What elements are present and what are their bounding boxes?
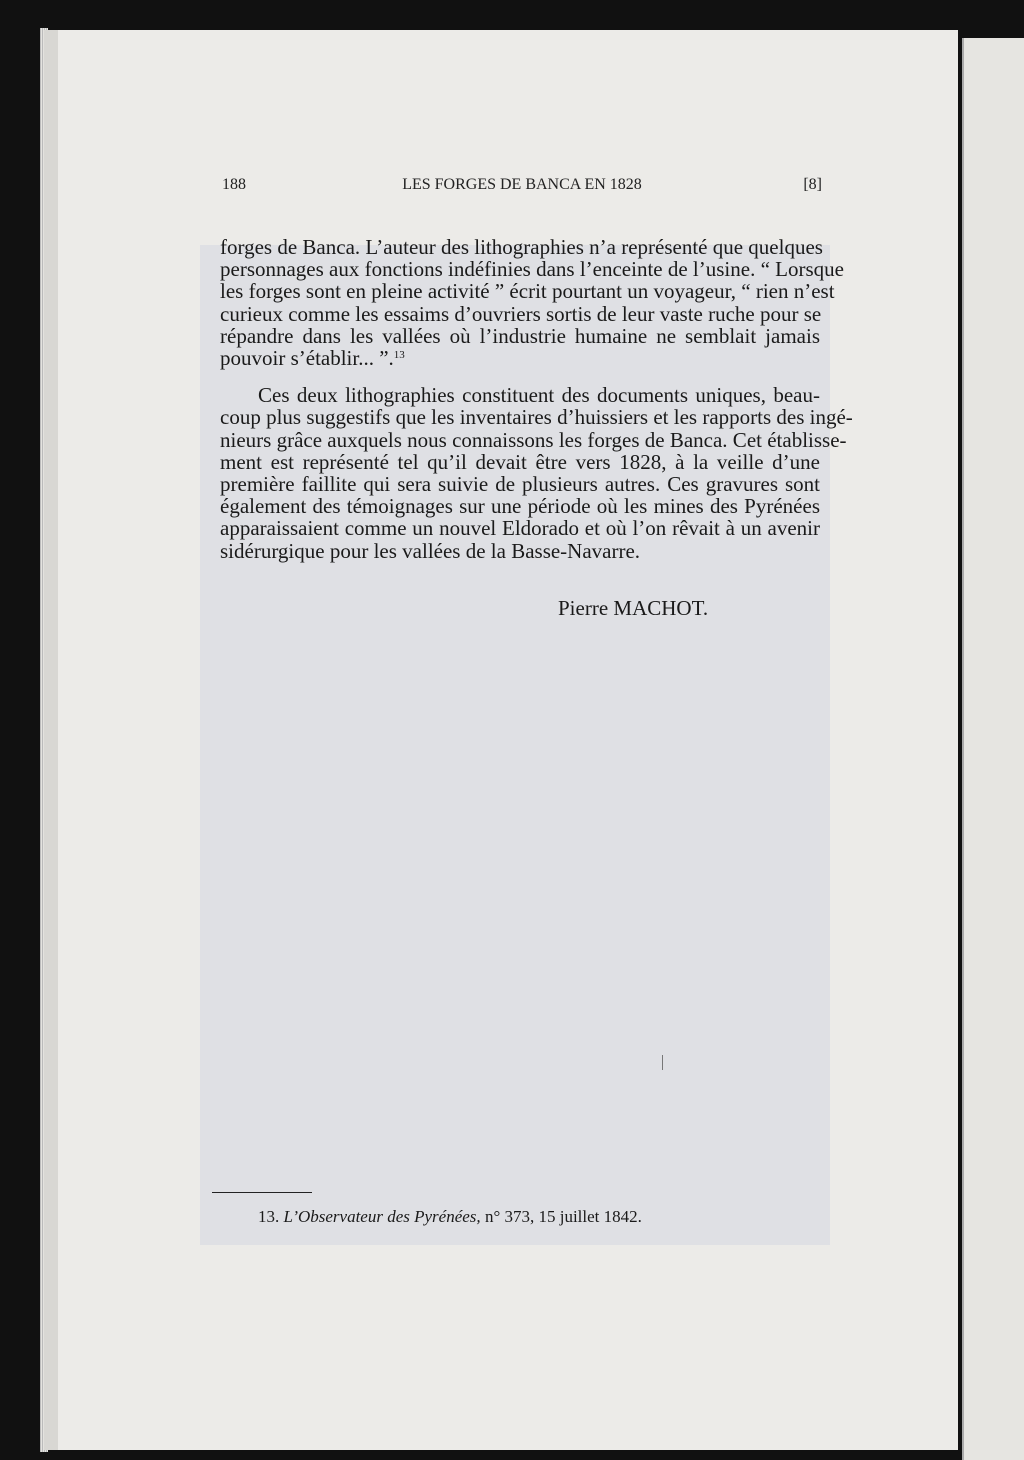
- text-line: [220, 347, 820, 369]
- footnote-number: 13.: [258, 1207, 280, 1226]
- running-header: [222, 176, 822, 200]
- footnote-title: L’Observateur des Pyrénées,: [283, 1207, 481, 1226]
- text-line: également des témoignages sur une période où les mines des Pyrénées: [220, 494, 820, 519]
- text-line: ment est représenté tel qu’il devait être vers 1828, à la veille d’une: [220, 449, 820, 474]
- running-title: LES FORGES DE BANCA EN 1828: [402, 176, 642, 193]
- paragraph-2: [220, 383, 853, 563]
- body-text: [220, 235, 853, 577]
- text-line: nieurs grâce auxquels nous connaissons les forges de Banca. Cet établisse-: [220, 427, 847, 452]
- paragraph-1: [220, 235, 844, 371]
- footnote-reference: 13: [393, 349, 405, 362]
- scan-mark: [662, 1055, 663, 1070]
- text-line: les forges sont en pleine activité ” écrit pourtant un voyageur, “ rien n’est: [220, 279, 835, 304]
- text-line: forges de Banca. L’auteur des lithographies n’a représenté que quelques: [220, 235, 823, 259]
- author-signature: Pierre MACHOT.: [558, 596, 709, 620]
- footnote-rule: [212, 1192, 312, 1193]
- text-line: coup plus suggestifs que les inventaires d’huissiers et les rapports des ingé-: [220, 405, 853, 430]
- page-number: 188: [222, 176, 246, 193]
- section-marker: [8]: [803, 176, 822, 193]
- text-line: personnages aux fonctions indéfinies dans l’enceinte de l’usine. “ Lorsque: [220, 257, 844, 282]
- footnote: [258, 1207, 642, 1227]
- text-line: sidérurgique pour les vallées de la Basse-Navarre.: [220, 538, 641, 563]
- text-line: apparaissaient comme un nouvel Eldorado et où l’on rêvait à un avenir: [220, 516, 820, 541]
- text-line-content: pouvoir s’établir... ”.: [220, 346, 394, 371]
- text-line: première faillite qui sera suivie de plusieurs autres. Ces gravures sont: [220, 472, 820, 497]
- facing-page: [962, 38, 1024, 1460]
- text-line: curieux comme les essaims d’ouvriers sortis de leur vaste ruche pour se: [220, 301, 822, 326]
- text-line: répandre dans les vallées où l’industrie humaine ne semblait jamais: [220, 323, 820, 348]
- footnote-details: n° 373, 15 juillet 1842.: [484, 1207, 642, 1226]
- text-line: Ces deux lithographies constituent des documents uniques, beau-: [258, 383, 820, 408]
